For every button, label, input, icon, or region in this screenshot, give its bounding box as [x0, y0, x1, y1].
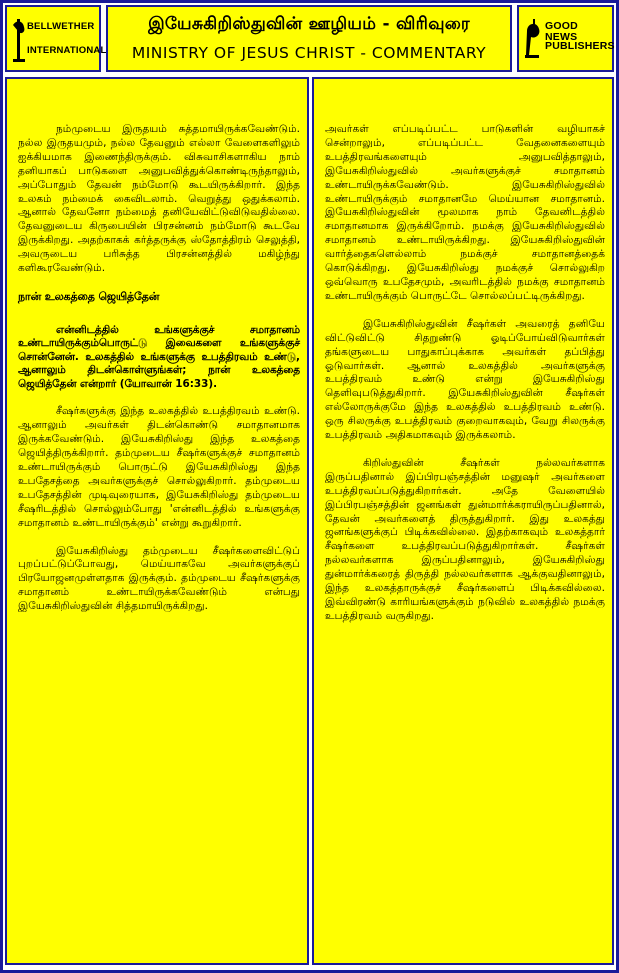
scripture-verse: என்னிடத்தில் உங்களுக்குச் சமாதானம் உண்டாயிருக்கும்பொருட்டு இவைகளை உங்களுக்குச் சொன்னேன். உலகத்தில் உங்களுக்கு உபத்திரவம் உண்டு, ஆனாலும் திடன்கொள்ளுங்கள்; நான் உலகத்தை ஜெயித்தேன் என்றார் (யோவான் 16:33).	[18, 323, 300, 390]
page-title-english: MINISTRY OF JESUS CHRIST - COMMENTARY	[131, 44, 487, 62]
right-logo-line1: GOOD NEWS	[545, 20, 578, 43]
right-paragraph-1: அவர்கள் எப்படிப்பட்ட பாடுகளின் வழியாகச் சென்றாலும், எப்படிப்பட்ட வேதனைகளையும் உபத்திரவங்களையும் அனுபவித்தாலும், இயேசுகிறிஸ்துவில் அவர்களுக்குச் சமாதானம் உண்டாயிருக்கவேண்டும். இயேசுகிறிஸ்துவில் உண்டாயிருக்கும் சமாதானமே மெய்யான சமாதானம். இயேசுகிறிஸ்துவின் மூலமாக நாம் தேவனிடத்தில் சமாதானமாக இருக்கிறோம். நமக்கு இயேசுகிறிஸ்துவில் சமாதானம் உண்டாயிருக்கிறது. இயேசுகிறிஸ்துவின் வார்த்தைகளெல்லாம் நமக்குச் சமாதானத்தைக் கொடுக்கிறது. இயேசுகிறிஸ்து நமக்குச் சொல்லுகிற ஒவ்வொரு உபதேசமும், அவரிடத்தில் நமக்கு சமாதானம் உண்டாயிருக்கும் பொருட்டே சொல்லப்பட்டிருக்கிறது.	[325, 123, 605, 302]
good-news-logo	[517, 5, 614, 72]
section-heading: நான் உலகத்தை ஜெயித்தேன்	[18, 289, 160, 303]
right-logo-line2: PUBLISHERS	[545, 40, 615, 52]
left-logo-line2: INTERNATIONAL	[27, 45, 107, 56]
page-title-tamil: இயேசுகிறிஸ்துவின் ஊழியம் - விரிவுரை	[148, 14, 470, 34]
lamb-silhouette-icon	[523, 15, 543, 65]
right-paragraph-3: கிறிஸ்துவின் சீஷர்கள் நல்லவர்களாக இருப்பதினால் இப்பிரபஞ்சத்தின் மனுஷர் அவர்களை உபத்திரவப்படுத்துகிறார்கள். அதே வேளையில் இப்பிரபஞ்சத்தின் ஜனங்கள் துன்மார்க்கராயிருப்பதினால், தேவன் அவர்களைத் திருத்துகிறார். இது உலகத்து ஜனங்களுக்குப் பிடிக்கவில்லை. இதற்காகவும் உலகத்தார் சீஷர்களை உபத்திரவப்படுத்துகிறார்கள். சீஷர்கள் நல்லவர்களாக இருப்பதினாலும், இயேசுகிறிஸ்து துன்மார்க்கரைத் திருத்தி நல்லவர்களாக ஆக்குவதினாலும், இந்த உலகத்தாருக்குச் சீஷர்களைப் பிடிக்கவில்லை. இவ்விரண்டு காரியங்களுக்கும் நடுவில் உலகத்தில் நமக்கு உபத்திரவம் வருகிறது.	[325, 456, 605, 622]
bellwether-logo	[5, 5, 107, 72]
title-box	[106, 5, 512, 72]
sheep-silhouette-icon	[11, 15, 27, 65]
left-column	[5, 77, 309, 965]
right-paragraph-2: இயேசுகிறிஸ்துவின் சீஷர்கள் அவரைத் தனியே விட்டுவிட்டு சிதறுண்டு ஓடிப்போய்விடுவார்கள் தங்களுடைய பாதுகாப்புக்காக அவர்கள் தப்பித்து ஓடுவார்கள். ஆனால் உலகத்தில் அவர்களுக்கு உபத்திரவம் உண்டு என்று இயேசுகிறிஸ்து தெளிவுபடுத்துகிறார். இயேசுகிறிஸ்துவின் சீஷர்கள் எல்லோருக்குமே இந்த உலகத்தில் உபத்திரவம் உண்டு. ஒரு சிலருக்கு உபத்திரவம் குறைவாகவும், வேறு சிலருக்கு உபத்திரவம் அதிகமாகவும் இருக்கலாம்.	[325, 317, 605, 442]
left-logo-line1: BELLWETHER	[27, 21, 95, 32]
right-column	[312, 77, 614, 965]
left-paragraph-1: நம்முடைய இருதயம் சுத்தமாயிருக்கவேண்டும். நல்ல இருதயமும், நல்ல தேவனும் எல்லா வேளைகளிலும் ஐக்கியமாக இணைந்திருக்கும். விசுவாசிகளாகிய நாம் தனியாகப் பாடுகளை அனுபவித்துக்கொண்டிருந்தாலும், அப்போதும் தேவன் நம்மோடு கூடயிருக்கிறார். இந்த உலகம் நம்மைக் கைவிடலாம். வெறுத்து ஒதுக்கலாம். ஆனால் தேவனோ நம்மைத் தனியேவிட்டுவிடுவதில்லை. தேவனுடைய கிருபையின் பிரசன்னம் நம்மோடு கூடவே இருக்கிறது. அதற்காகக் கர்த்தருக்கு ஸ்தோத்திரம் செலுத்தி, அவருடைய பரிசுத்த பிரசன்னத்தில் மகிழ்ந்து களிகூரவேண்டும்.	[18, 123, 300, 275]
left-paragraph-3: இயேசுகிறிஸ்து தம்முடைய சீஷர்களைவிட்டுப் புறப்பட்டுப்போவது, மெய்யாகவே அவர்களுக்குப் பிரயோஜனமுள்ளதாக இருக்கும். தம்முடைய சீஷர்களுக்கு சமாதானம் உண்டாயிருக்கவேண்டும் என்பது இயேசுகிறிஸ்துவின் சித்தமாயிருக்கிறது.	[18, 544, 300, 613]
left-paragraph-2: சீஷர்களுக்கு இந்த உலகத்தில் உபத்திரவம் உண்டு. ஆனாலும் அவர்கள் திடன்கொண்டு சமாதானமாக இருக்கவேண்டும். இயேசுகிறிஸ்து இந்த உலகத்தை ஜெயித்திருக்கிறார். தம்முடைய சீஷர்களுக்குச் சமாதானம் உண்டாயிருக்கும் பொருட்டு இயேசுகிறிஸ்து இந்த உபதேசத்தை அவர்களுக்குச் சொல்லுகிறார். தம்முடைய உபதேசத்தின் முடிவுரையாக, இயேசுகிறிஸ்து தம்முடைய சீஷரிடத்தில் சொல்லும்போது 'என்னிடத்தில் உங்களுக்கு சமாதானம் உண்டாயிருக்கும்' என்று கூறுகிறார்.	[18, 405, 300, 529]
